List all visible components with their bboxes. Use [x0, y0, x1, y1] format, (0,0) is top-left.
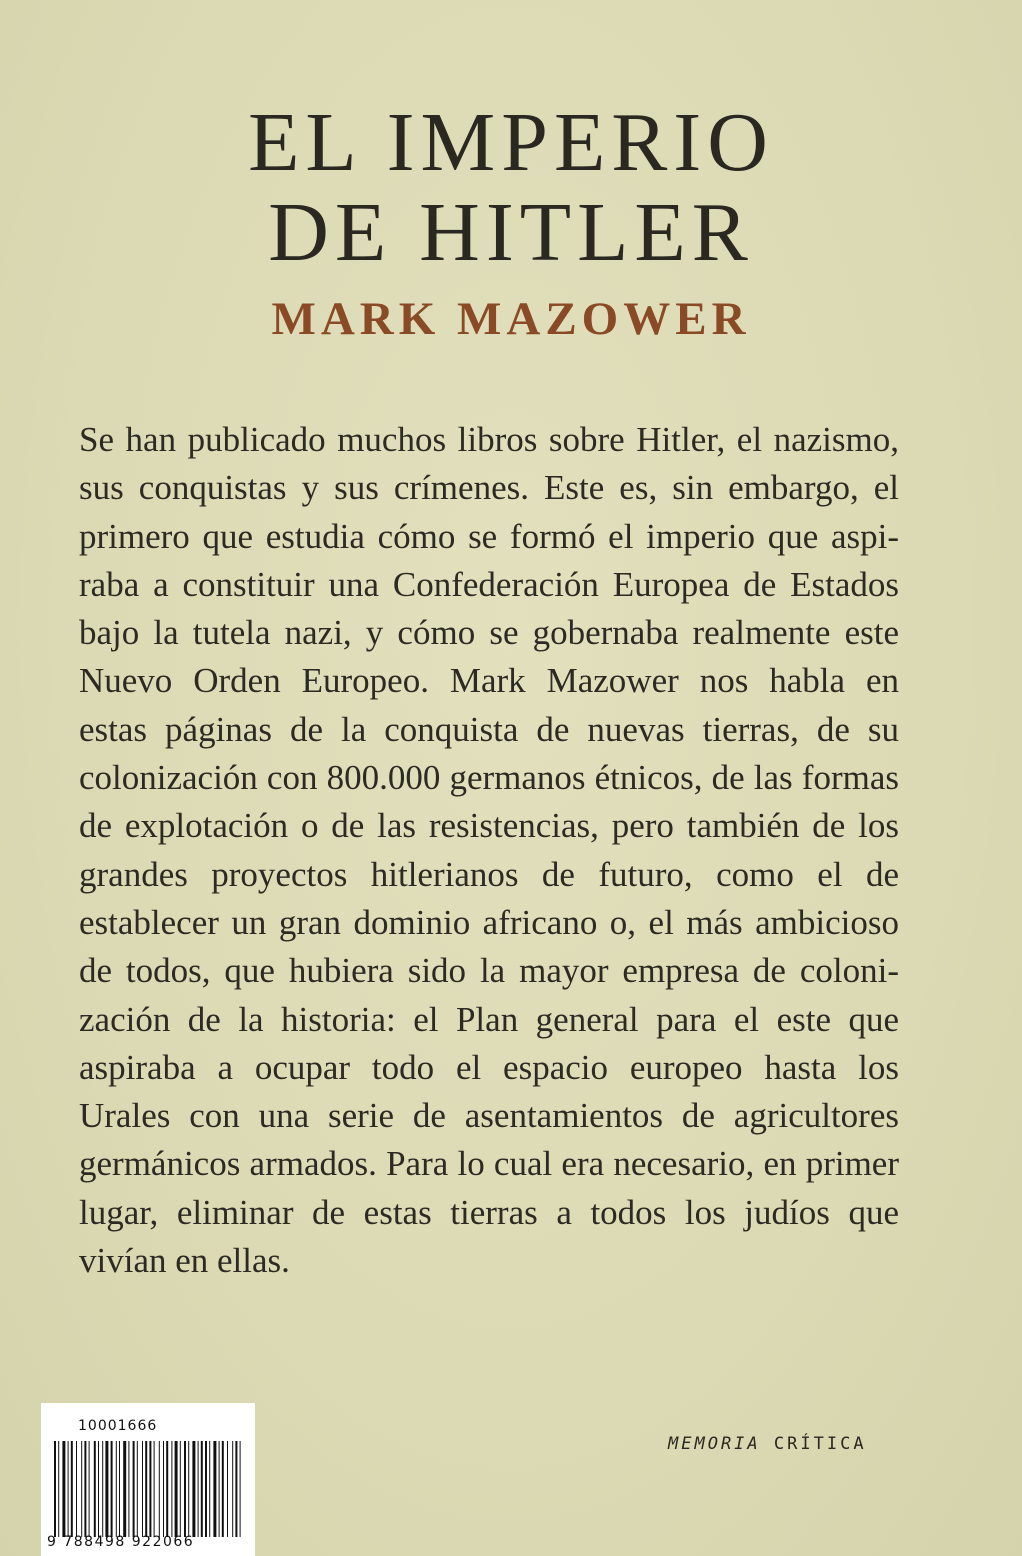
book-title-line-1: EL IMPERIO — [248, 96, 774, 189]
publisher-imprint — [668, 1434, 867, 1454]
publisher-collection: MEMORIA — [668, 1434, 761, 1454]
synopsis-line: zación de la historia: el Plan general para el este que — [79, 999, 899, 1039]
synopsis-line: sus conquistas y sus crímenes. Este es, sin embargo, el — [79, 468, 899, 508]
synopsis-line: Urales con una serie de asentamientos de agricultores — [79, 1096, 899, 1136]
synopsis-line: vivían en ellas. — [79, 1241, 290, 1281]
synopsis-line: de explotación o de las resistencias, pero también de los — [79, 806, 899, 846]
synopsis-line: colonización con 800.000 germanos étnicos, de las formas — [79, 758, 899, 798]
synopsis-line: de todos, que hubiera sido la mayor empresa de coloni- — [79, 951, 899, 991]
barcode-icon — [54, 1441, 244, 1537]
synopsis-text — [79, 416, 899, 1285]
isbn-number: 9 788498 922066 — [47, 1534, 195, 1550]
synopsis-line: aspiraba a ocupar todo el espacio europeo hasta los — [79, 1047, 899, 1087]
synopsis-line: grandes proyectos hitlerianos de futuro, como el de — [79, 854, 899, 894]
synopsis-line: bajo la tutela nazi, y cómo se gobernaba realmente este — [79, 613, 899, 653]
synopsis-line: Se han publicado muchos libros sobre Hitler, el nazismo, — [79, 420, 899, 459]
book-title-line-2: DE HITLER — [268, 186, 754, 279]
synopsis-line: lugar, eliminar de estas tierras a todos los judíos que — [79, 1192, 899, 1232]
synopsis-line: Nuevo Orden Europeo. Mark Mazower nos habla en — [79, 661, 899, 701]
synopsis-line: raba a constituir una Confederación Europea de Estados — [79, 564, 899, 604]
synopsis-line: germánicos armados. Para lo cual era necesario, en primer — [79, 1144, 899, 1184]
synopsis-line: estas páginas de la conquista de nuevas tierras, de su — [79, 709, 899, 749]
synopsis-line: establecer un gran dominio africano o, el más ambicioso — [79, 902, 899, 942]
author-name: MARK MAZOWER — [271, 293, 751, 345]
barcode-top-number: 10001666 — [78, 1418, 158, 1434]
synopsis-line: primero que estudia cómo se formó el imperio que aspi- — [79, 516, 899, 556]
publisher-name: CRÍTICA — [773, 1434, 867, 1454]
